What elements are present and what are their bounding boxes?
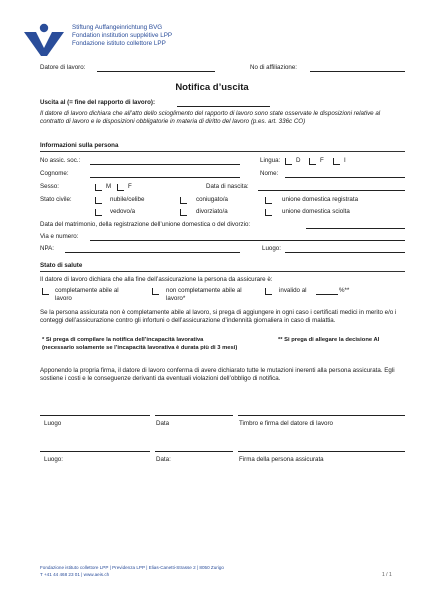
person-section-heading: Informazioni sulla persona xyxy=(40,142,119,149)
name-label: Nome: xyxy=(260,170,279,177)
employer-place-field[interactable] xyxy=(40,415,150,416)
language-i-checkbox[interactable] xyxy=(333,158,340,165)
employer-label: Datore di lavoro: xyxy=(40,64,86,71)
fully-fit-label-1: completamente abile al xyxy=(55,287,119,294)
page-title: Notifica d’uscita xyxy=(175,82,249,93)
civil-dissolved-label: unione domestica sciolta xyxy=(282,208,350,215)
foundation-logo xyxy=(22,22,66,58)
org-name-de: Stiftung Auffangeinrichtung BVG xyxy=(72,24,163,31)
invalid-label: invalido al xyxy=(279,287,307,294)
affiliation-field[interactable] xyxy=(310,71,405,72)
civil-married-checkbox[interactable] xyxy=(180,197,187,204)
sex-m-label: M xyxy=(106,183,112,190)
section-divider xyxy=(40,151,405,152)
ssn-field[interactable] xyxy=(90,164,240,165)
surname-field[interactable] xyxy=(90,177,240,178)
health-intro: Il datore di lavoro dichiara che alla fine dell’assicurazione la persona da assicurare è: xyxy=(40,276,273,283)
civil-status-label: Stato civile: xyxy=(40,196,72,203)
footer-address: Fondazione istituto collettore LPP | Previdenza LPP | Elias-Canetti-Strasse 2 | 8050 Zurigo xyxy=(40,565,224,570)
employer-signature-field[interactable] xyxy=(238,415,405,416)
footnote-incapacity: * Si prega di compilare la notifica dell’incapacità lavorativa xyxy=(42,337,204,343)
civil-widowed-checkbox[interactable] xyxy=(95,209,102,216)
street-label: Via e numero: xyxy=(40,233,79,240)
civil-dissolved-checkbox[interactable] xyxy=(265,209,272,216)
exit-date-label: Uscita al (= fine del rapporto di lavoro): xyxy=(40,99,156,106)
sex-f-checkbox[interactable] xyxy=(117,184,124,191)
org-name-fr: Fondation institution supplétive LPP xyxy=(72,32,173,39)
marriage-date-field[interactable] xyxy=(306,228,405,229)
civil-divorced-label: divorziato/a xyxy=(196,208,228,215)
npa-label: NPA: xyxy=(40,245,54,252)
affiliation-label: No di affiliazione: xyxy=(250,64,298,71)
sex-label: Sesso: xyxy=(40,183,59,190)
insured-signature-label: Firma della persona assicurata xyxy=(239,456,324,463)
insured-signature-field[interactable] xyxy=(238,451,405,452)
civil-registered-checkbox[interactable] xyxy=(265,197,272,204)
language-f-label: F xyxy=(320,157,324,164)
civil-divorced-checkbox[interactable] xyxy=(180,209,187,216)
insured-place-field[interactable] xyxy=(40,451,150,452)
not-fully-fit-checkbox[interactable] xyxy=(152,288,159,295)
place-label: Luogo: xyxy=(262,245,281,252)
footnote-incapacity-condition: (necessario solamente se l’incapacità lavorativa è durata più di 3 mesi) xyxy=(42,345,238,351)
employer-date-label: Data xyxy=(156,420,170,427)
footnote-ai-decision: ** Si prega di allegare la decisione AI xyxy=(278,337,380,343)
marriage-date-label: Data del matrimonio, della registrazione dell’unione domestica o del divorzio: xyxy=(40,221,251,228)
section-divider xyxy=(40,271,405,272)
surname-label: Cognome: xyxy=(40,170,69,177)
name-field[interactable] xyxy=(285,177,405,178)
not-fully-fit-label-2: lavoro* xyxy=(166,295,186,302)
employer-field[interactable] xyxy=(97,71,215,72)
language-i-label: I xyxy=(344,157,346,164)
street-field[interactable] xyxy=(90,240,405,241)
dob-field[interactable] xyxy=(258,190,405,191)
invalid-checkbox[interactable] xyxy=(265,288,272,295)
invalid-percent-suffix: %** xyxy=(339,287,350,294)
civil-single-label: nubile/celibe xyxy=(110,196,145,203)
fully-fit-label-2: lavoro xyxy=(55,295,72,302)
fully-fit-checkbox[interactable] xyxy=(42,288,49,295)
medical-certificate-note: Se la persona assicurata non è completamente abile al lavoro, si prega di aggiungere in ogni caso i certificati medici in merito e/o i conteggi dell’assicurazione contro gli infortuni o dell’assicurazione d’indennità giornaliera in caso di malattia. xyxy=(40,309,397,324)
employer-signature-label: Timbro e firma del datore di lavoro xyxy=(239,420,333,427)
employer-place-label: Luogo xyxy=(44,420,62,427)
language-f-checkbox[interactable] xyxy=(309,158,316,165)
civil-registered-label: unione domestica registrata xyxy=(282,196,359,203)
sex-m-checkbox[interactable] xyxy=(95,184,102,191)
civil-married-label: coniugato/a xyxy=(196,196,228,203)
sex-f-label: F xyxy=(128,183,132,190)
npa-field[interactable] xyxy=(65,252,240,253)
exit-date-field[interactable] xyxy=(177,106,270,107)
insured-date-field[interactable] xyxy=(155,451,233,452)
health-section-heading: Stato di salute xyxy=(40,262,83,269)
language-label: Lingua: xyxy=(260,157,281,164)
civil-single-checkbox[interactable] xyxy=(95,197,102,204)
civil-widowed-label: vedovo/a xyxy=(110,208,136,215)
language-d-label: D xyxy=(296,157,301,164)
page-number: 1 / 1 xyxy=(382,572,392,578)
confirmation-text: Apponendo la propria firma, il datore di lavoro conferma di avere dichiarato tutte le mutazioni inerenti alla persona assicurata. Egli sostiene i costi e le conseguenze derivanti da eventuali violazioni dell’obbligo di notifica. xyxy=(40,367,395,382)
insured-date-label: Data: xyxy=(156,456,171,463)
org-name-it: Fondazione istituto collettore LPP xyxy=(72,40,166,47)
invalid-percent-field[interactable] xyxy=(316,294,338,295)
ssn-label: No assic. soc.: xyxy=(40,157,81,164)
insured-place-label: Luogo: xyxy=(44,456,63,463)
employer-date-field[interactable] xyxy=(155,415,233,416)
footer-contact: T +41 44 468 23 01 | www.aeis.ch xyxy=(40,572,110,577)
not-fully-fit-label-1: non completamente abile al xyxy=(166,287,242,294)
exit-note: Il datore di lavoro dichiara che all’atto dello scioglimento del rapporto di lavoro sono state osservate le disposizioni relative al contratto di lavoro e le disposizioni obbligatorie in materia di diritto del lavoro (p.es. art. 336c CO) xyxy=(40,110,381,125)
place-field[interactable] xyxy=(285,252,405,253)
language-d-checkbox[interactable] xyxy=(285,158,292,165)
dob-label: Data di nascita: xyxy=(206,183,249,190)
